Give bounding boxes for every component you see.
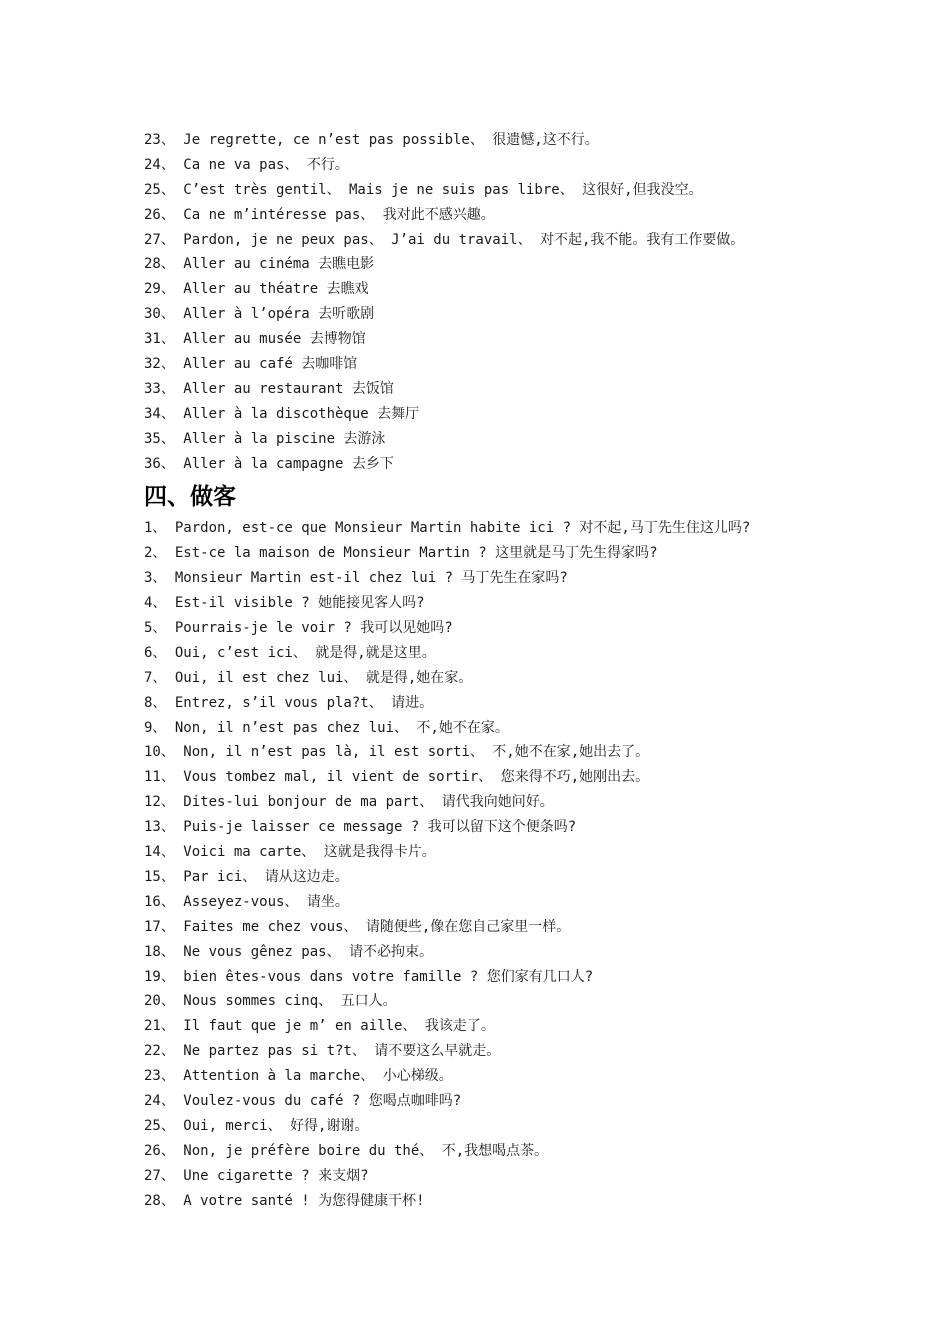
list-item: 32、 Aller au café 去咖啡馆	[144, 356, 358, 373]
list-item: 19、 bien êtes-vous dans votre famille ? 您们家有几口人?	[144, 968, 594, 985]
list-item: 11、 Vous tombez mal, il vient de sortir、 您来得不巧,她刚出去。	[144, 769, 650, 786]
list-item: 21、 Il faut que je m’ en aille、 我该走了。	[144, 1018, 495, 1035]
list-item: 27、 Pardon, je ne peux pas、 J’ai du travail、 对不起,我不能。我有工作要做。	[144, 231, 745, 248]
list-item: 4、 Est-il visible ? 她能接见客人吗?	[144, 595, 425, 612]
list-item: 7、 Oui, il est chez lui、 就是得,她在家。	[144, 669, 473, 686]
list-item: 26、 Non, je préfère boire du thé、 不,我想喝点茶。	[144, 1142, 549, 1159]
list-item: 10、 Non, il n’est pas là, il est sorti、 不,她不在家,她出去了。	[144, 744, 650, 761]
list-item: 33、 Aller au restaurant 去饭馆	[144, 380, 394, 397]
list-item: 16、 Asseyez-vous、 请坐。	[144, 893, 349, 910]
list-item: 23、 Je regrette, ce n’est pas possible、 很遗憾,这不行。	[144, 132, 599, 148]
list-item: 5、 Pourrais-je le voir ? 我可以见她吗?	[144, 620, 453, 637]
list-item: 27、 Une cigarette ? 来支烟?	[144, 1167, 369, 1184]
list-item: 3、 Monsieur Martin est-il chez lui ? 马丁先生在家吗?	[144, 570, 568, 587]
phrase-list-section-3	[144, 128, 904, 476]
list-item: 20、 Nous sommes cinq、 五口人。	[144, 993, 397, 1010]
page-content	[144, 128, 904, 1213]
list-item: 9、 Non, il n’est pas chez lui、 不,她不在家。	[144, 719, 509, 736]
list-item: 22、 Ne partez pas si t?t、 请不要这么早就走。	[144, 1043, 501, 1060]
list-item: 15、 Par ici、 请从这边走。	[144, 868, 349, 885]
list-item: 25、 Oui, merci、 好得,谢谢。	[144, 1117, 369, 1134]
list-item: 28、 A votre santé ! 为您得健康干杯!	[144, 1192, 425, 1209]
list-item: 35、 Aller à la piscine 去游泳	[144, 430, 386, 447]
list-item: 31、 Aller au musée 去博物馆	[144, 331, 366, 348]
list-item: 14、 Voici ma carte、 这就是我得卡片。	[144, 844, 436, 861]
list-item: 30、 Aller à l’opéra 去听歌剧	[144, 306, 375, 323]
list-item: 25、 C’est très gentil、 Mais je ne suis pas libre、 这很好,但我没空。	[144, 181, 703, 198]
section-heading: 四、做客	[144, 484, 236, 511]
list-item: 6、 Oui, c’est ici、 就是得,就是这里。	[144, 644, 436, 661]
list-item: 34、 Aller à la discothèque 去舞厅	[144, 405, 420, 422]
phrase-list-section-4	[144, 516, 904, 1213]
list-item: 12、 Dites-lui bonjour de ma part、 请代我向她问好。	[144, 794, 554, 811]
list-item: 36、 Aller à la campagne 去乡下	[144, 455, 394, 472]
list-item: 23、 Attention à la marche、 小心梯级。	[144, 1068, 453, 1085]
list-item: 24、 Voulez-vous du café ? 您喝点咖啡吗?	[144, 1092, 462, 1109]
list-item: 24、 Ca ne va pas、 不行。	[144, 156, 349, 173]
list-item: 18、 Ne vous gênez pas、 请不必拘束。	[144, 943, 434, 960]
list-item: 2、 Est-ce la maison de Monsieur Martin ? 这里就是马丁先生得家吗?	[144, 545, 658, 562]
list-item: 17、 Faites me chez vous、 请随便些,像在您自己家里一样。	[144, 918, 571, 935]
list-item: 13、 Puis-je laisser ce message ? 我可以留下这个便条吗?	[144, 819, 577, 836]
list-item: 29、 Aller au théatre 去瞧戏	[144, 281, 369, 298]
list-item: 28、 Aller au cinéma 去瞧电影	[144, 256, 375, 273]
list-item: 1、 Pardon, est-ce que Monsieur Martin habite ici ? 对不起,马丁先生住这儿吗?	[144, 520, 751, 537]
list-item: 26、 Ca ne m’intéresse pas、 我对此不感兴趣。	[144, 206, 495, 223]
list-item: 8、 Entrez, s’il vous pla?t、 请进。	[144, 694, 434, 711]
